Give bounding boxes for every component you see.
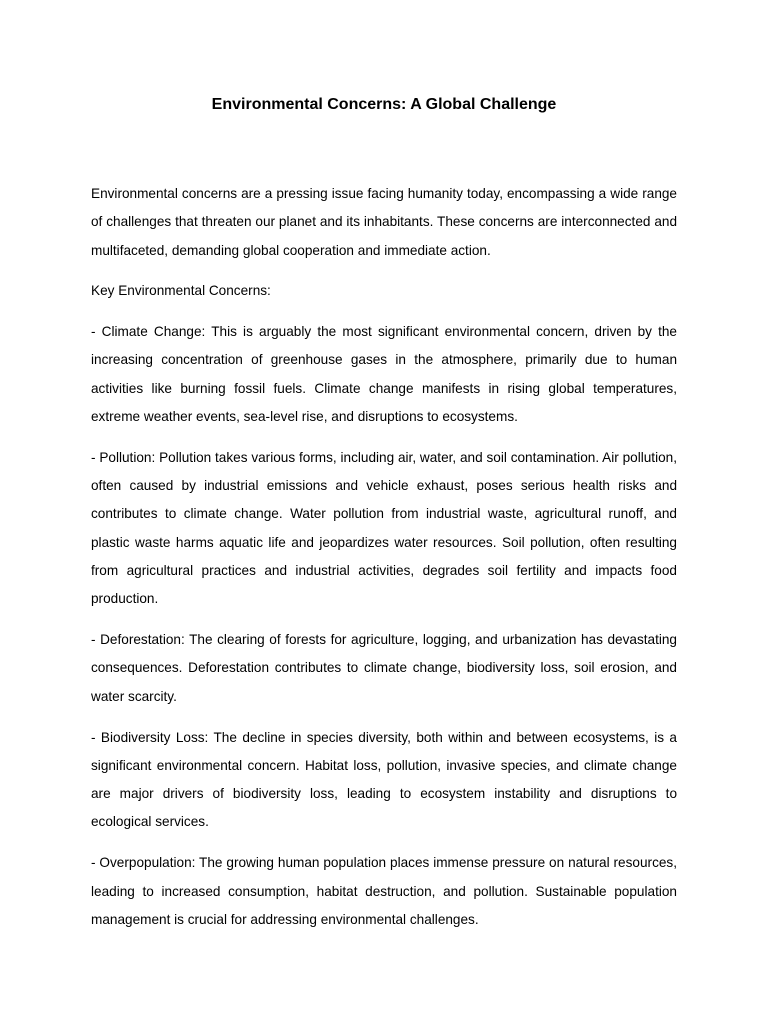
intro-paragraph: Environmental concerns are a pressing issue facing humanity today, encompassing a wide range of challenges that threaten our planet and its inhabitants. These concerns are interconnected and multifaceted, demanding global cooperation and immediate action. (91, 186, 677, 258)
paragraph-overpopulation: - Overpopulation: The growing human population places immense pressure on natural resources, leading to increased consumption, habitat destruction, and pollution. Sustainable population management is crucial for addressing environmental challenges. (91, 855, 677, 927)
document-body (91, 180, 677, 934)
paragraph-climate-change: - Climate Change: This is arguably the most significant environmental concern, driven by the increasing concentration of greenhouse gases in the atmosphere, primarily due to human activities like burning fossil fuels. Climate change manifests in rising global temperatures, extreme weather events, sea-level rise, and disruptions to ecosystems. (91, 324, 677, 425)
paragraph-deforestation: - Deforestation: The clearing of forests for agriculture, logging, and urbanization has devastating consequences. Deforestation contributes to climate change, biodiversity loss, soil erosion, and water scarcity. (91, 632, 677, 704)
paragraph-pollution: - Pollution: Pollution takes various forms, including air, water, and soil contamination. Air pollution, often caused by industrial emissions and vehicle exhaust, poses serious health risks and contributes to climate change. Water pollution from industrial waste, agricultural runoff, and plastic waste harms aquatic life and jeopardizes water resources. Soil pollution, often resulting from agricultural practices and industrial activities, degrades soil fertility and impacts food production. (91, 449, 677, 607)
paragraph-biodiversity-loss: - Biodiversity Loss: The decline in species diversity, both within and between ecosystems, is a significant environmental concern. Habitat loss, pollution, invasive species, and climate change are major drivers of biodiversity loss, leading to ecosystem instability and disruptions to ecological services. (91, 729, 677, 830)
section-heading-key-concerns: Key Environmental Concerns: (91, 283, 271, 299)
document-title: Environmental Concerns: A Global Challenge (211, 96, 557, 113)
